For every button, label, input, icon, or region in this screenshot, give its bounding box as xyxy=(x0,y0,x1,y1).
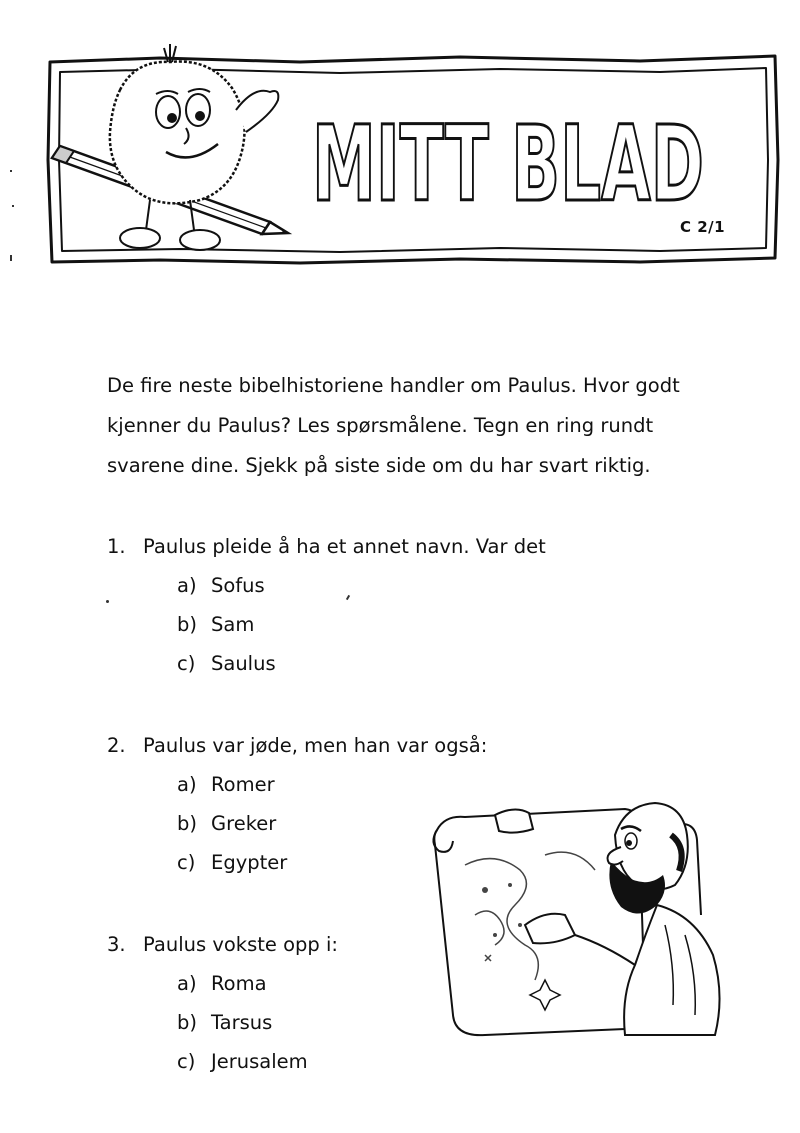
option-letter: c) xyxy=(177,652,196,675)
option-text: Jerusalem xyxy=(211,1050,308,1073)
question-label: Paulus pleide å ha et annet navn. Var det xyxy=(143,535,546,558)
scan-speck xyxy=(12,205,14,207)
intro-paragraph xyxy=(107,366,747,486)
question-text xyxy=(107,925,338,964)
question-text xyxy=(107,726,487,765)
option-letter: c) xyxy=(177,851,196,874)
question-number: 1. xyxy=(107,535,126,558)
option-text: Roma xyxy=(211,972,267,995)
scan-speck xyxy=(10,255,12,261)
question-3 xyxy=(107,925,338,1081)
option-text: Romer xyxy=(211,773,275,796)
question-label: Paulus vokste opp i: xyxy=(143,933,338,956)
option-letter: a) xyxy=(177,972,197,995)
header-banner xyxy=(40,40,782,270)
banner-title: MITT BLAD xyxy=(312,103,704,225)
question-label: Paulus var jøde, men han var også: xyxy=(143,734,488,757)
intro-line: De fire neste bibelhistoriene handler om Paulus. Hvor godt xyxy=(107,374,680,397)
option-text: Sofus xyxy=(211,574,265,597)
option-text: Greker xyxy=(211,812,277,835)
scan-speck xyxy=(10,170,12,172)
option-text: Sam xyxy=(211,613,255,636)
option-letter: a) xyxy=(177,773,197,796)
answer-option[interactable] xyxy=(107,1042,338,1081)
question-number: 3. xyxy=(107,933,126,956)
option-letter: b) xyxy=(177,613,197,636)
option-letter: a) xyxy=(177,574,197,597)
title-lettering xyxy=(40,40,782,270)
option-letter: b) xyxy=(177,812,197,835)
question-number: 2. xyxy=(107,734,126,757)
option-letter: c) xyxy=(177,1050,196,1073)
worksheet-code: C 2/1 xyxy=(680,218,726,236)
scan-speck xyxy=(106,600,109,603)
option-text: Tarsus xyxy=(211,1011,273,1034)
intro-line: svarene dine. Sjekk på siste side om du har svart riktig. xyxy=(107,454,651,477)
question-text xyxy=(107,527,546,566)
intro-line: kjenner du Paulus? Les spørsmålene. Tegn en ring rundt xyxy=(107,414,654,437)
answer-option[interactable] xyxy=(107,644,546,683)
paul-with-map-illustration xyxy=(425,795,735,1045)
option-letter: b) xyxy=(177,1011,197,1034)
option-text: Saulus xyxy=(211,652,276,675)
answer-option[interactable] xyxy=(107,566,546,605)
question-1 xyxy=(107,527,546,683)
answer-option[interactable] xyxy=(107,605,546,644)
option-text: Egypter xyxy=(211,851,288,874)
answer-option[interactable] xyxy=(107,1003,338,1042)
answer-option[interactable] xyxy=(107,964,338,1003)
